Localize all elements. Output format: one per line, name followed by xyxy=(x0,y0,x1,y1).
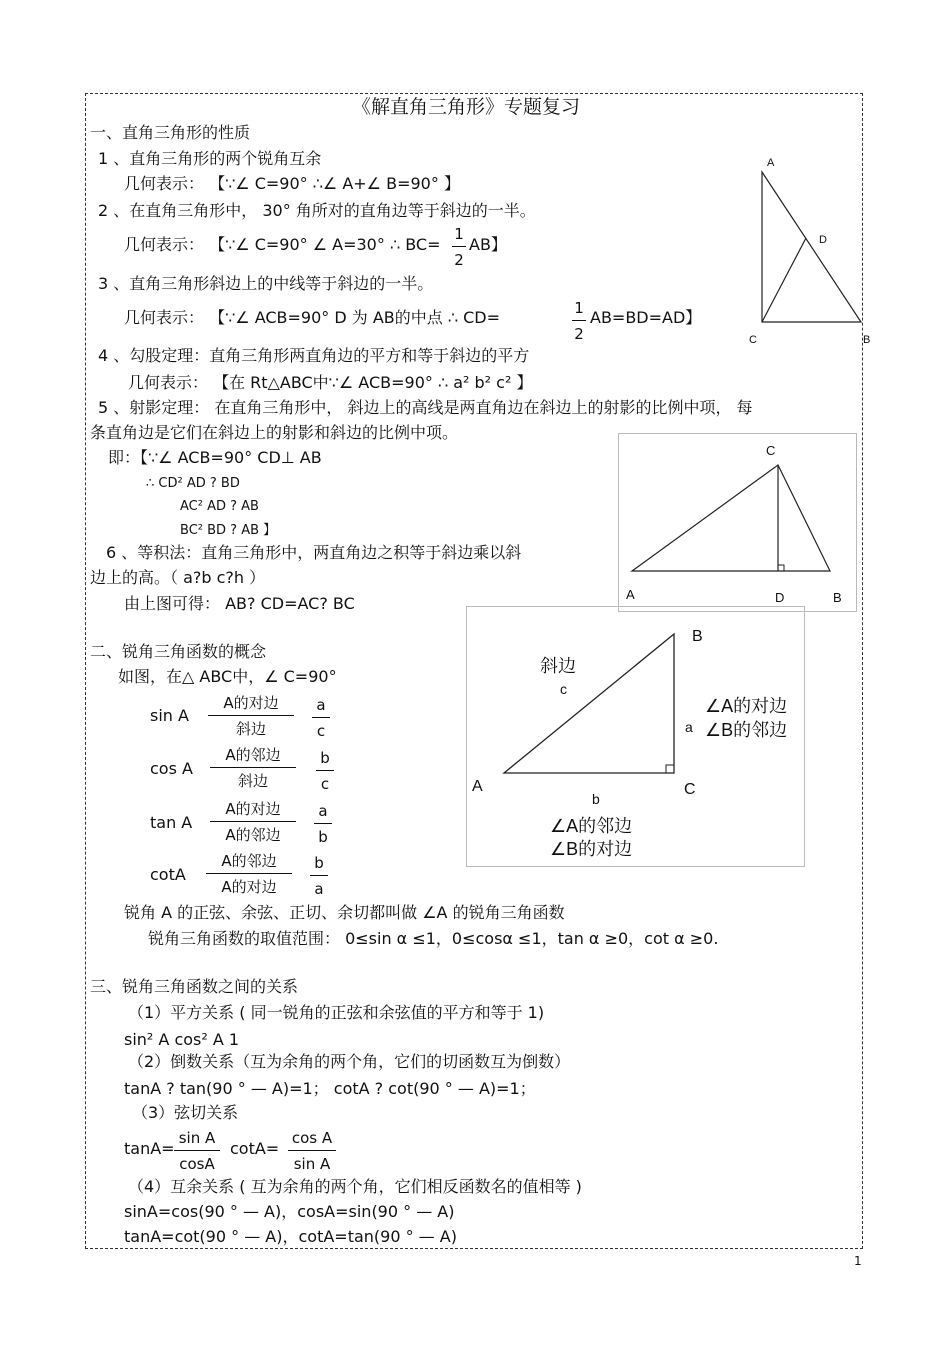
relation-2: （2）倒数关系（互为余角的两个角，它们的切函数互为倒数） xyxy=(128,1052,571,1071)
relation-4-eq1: sinA=cos(90 ° — A)，cosA=sin(90 ° — A) xyxy=(124,1202,455,1221)
trig-definition-note: 锐角 A 的正弦、余弦、正切、余切都叫做 ∠A 的锐角三角函数 xyxy=(124,903,565,922)
relation-3-tan: tanA= xyxy=(124,1139,175,1158)
property-2-geometry: 几何表示： 【∵∠ C=90° ∠ A=30° ∴ BC= xyxy=(124,235,441,254)
fig3-bottom-note-2: ∠B的对边 xyxy=(550,839,633,859)
property-3-fraction: $\frac{1}{2}$ xyxy=(572,298,586,344)
tan-letter-fraction: $\frac{a}{b}$ xyxy=(314,801,332,847)
relation-3-cot-fraction: $\frac{\text{cos A}}{\text{sin A}}$ xyxy=(288,1128,336,1174)
relation-3-cot: cotA= xyxy=(230,1139,280,1158)
relation-3: （3）弦切关系 xyxy=(132,1103,239,1122)
cos-label: cos A xyxy=(150,759,193,778)
relation-4-eq2: tanA=cot(90 ° — A)，cotA=tan(90 ° — A) xyxy=(124,1227,457,1246)
right-angle-mark-c xyxy=(666,765,674,773)
triangle-abc-2 xyxy=(632,465,830,571)
fig1-label-d: D xyxy=(819,234,827,246)
fig3-right-note-1: ∠A的对边 xyxy=(705,696,788,716)
right-angle-mark-d xyxy=(778,565,784,571)
property-1-geometry: 几何表示： 【∵∠ C=90° ∴∠ A+∠ B=90° 】 xyxy=(124,174,460,193)
fig3-hypotenuse-word: 斜边 xyxy=(540,656,576,676)
cos-word-fraction: A的邻边 斜边 xyxy=(210,745,296,791)
property-5-given: 即：【∵∠ ACB=90° CD⊥ AB xyxy=(108,448,322,467)
fig3-bottom-note-1: ∠A的邻边 xyxy=(550,816,633,836)
cot-word-fraction: A的邻边 A的对边 xyxy=(206,851,292,897)
cot-label: cotA xyxy=(150,865,186,884)
fig3-label-a: A xyxy=(472,778,483,795)
trig-range-note: 锐角三角函数的取值范围： 0≤sin α ≤1，0≤cosα ≤1，tan α ≥0，cot α ≥0. xyxy=(148,929,719,948)
fig2-label-d: D xyxy=(775,590,785,605)
altitude-triangle-figure xyxy=(618,433,860,613)
property-6: 6 、等积法：直角三角形中，两直角边之积等于斜边乘以斜 xyxy=(106,543,522,562)
section-1-heading: 一、直角三角形的性质 xyxy=(90,123,251,142)
cos-letter-fraction: $\frac{b}{c}$ xyxy=(316,748,334,794)
fig3-side-b: b xyxy=(592,791,600,807)
fig1-label-a: A xyxy=(767,157,775,169)
section-2-heading: 二、锐角三角函数的概念 xyxy=(90,642,267,661)
relation-4: （4）互余关系 ( 互为余角的两个角，它们相反函数名的值相等 ) xyxy=(128,1177,582,1196)
property-5-eq1: ∴ CD² AD ? BD xyxy=(146,476,240,491)
fig3-right-note-2: ∠B的邻边 xyxy=(705,720,788,740)
property-3-geometry: 几何表示： 【∵∠ ACB=90° D 为 AB的中点 ∴ CD= xyxy=(124,308,501,327)
property-6-result: 由上图可得： AB? CD=AC? BC xyxy=(124,594,355,613)
cot-letter-fraction: $\frac{b}{a}$ xyxy=(310,853,328,899)
property-5-eq3: BC² BD ? AB 】 xyxy=(180,523,277,538)
median-triangle-figure xyxy=(740,150,880,360)
page-number: 1 xyxy=(854,1254,862,1268)
sin-label: sin A xyxy=(150,706,189,725)
relation-3-tan-fraction: $\frac{\text{sin A}}{\cos A}$ xyxy=(174,1128,220,1174)
property-3-geometry-end: AB=BD=AD】 xyxy=(590,308,702,327)
fig2-border xyxy=(619,434,857,612)
property-6-cont: 边上的高。（ a?b c?h ） xyxy=(90,568,266,587)
property-5: 5 、射影定理： 在直角三角形中， 斜边上的高线是两直角边在斜边上的射影的比例中项， 每 xyxy=(98,398,753,417)
tan-word-fraction: A的对边 A的邻边 xyxy=(210,799,296,845)
fig1-label-b: B xyxy=(863,334,871,346)
relation-2-eq: tanA ? tan(90 ° — A)=1； cotA ? cot(90 ° — A)=1； xyxy=(124,1079,536,1098)
fig3-side-a: a xyxy=(685,719,693,735)
median-cd xyxy=(762,238,806,322)
section-3-heading: 三、锐角三角函数之间的关系 xyxy=(90,977,299,996)
triangle-abc-3 xyxy=(504,634,674,773)
fig3-label-b: B xyxy=(692,628,703,645)
fig2-label-b: B xyxy=(833,590,842,605)
fig2-label-c: C xyxy=(766,443,776,458)
relation-1-eq: sin² A cos² A 1 xyxy=(124,1030,240,1049)
property-5-eq2: AC² AD ? AB xyxy=(180,499,259,514)
property-3: 3 、直角三角形斜边上的中线等于斜边的一半。 xyxy=(98,274,434,293)
fig3-side-c: c xyxy=(560,681,567,697)
fig1-label-c: C xyxy=(749,334,757,346)
property-4-geometry: 几何表示： 【在 Rt△ABC中∵∠ ACB=90° ∴ a² b² c² 】 xyxy=(128,373,533,392)
fig2-label-a: A xyxy=(626,587,635,602)
triangle-abc xyxy=(762,172,861,322)
property-2-fraction: $\frac{1}{2}$ xyxy=(452,224,466,270)
fig3-label-c: C xyxy=(684,781,696,798)
property-1: 1 、直角三角形的两个锐角互余 xyxy=(98,149,322,168)
property-2-geometry-end: AB】 xyxy=(469,235,507,254)
section-2-intro: 如图，在△ ABC中，∠ C=90° xyxy=(118,667,337,686)
relation-1: （1）平方关系 ( 同一锐角的正弦和余弦值的平方和等于 1) xyxy=(128,1003,545,1022)
property-5-cont: 条直角边是它们在斜边上的射影和斜边的比例中项。 xyxy=(90,423,459,442)
property-2: 2 、在直角三角形中， 30° 角所对的直角边等于斜边的一半。 xyxy=(98,201,536,220)
sin-letter-fraction: $\frac{a}{c}$ xyxy=(312,695,330,741)
sin-word-fraction: A的对边 斜边 xyxy=(208,693,294,739)
page-title: 《解直角三角形》专题复习 xyxy=(352,96,581,118)
tan-label: tan A xyxy=(150,813,193,832)
property-4: 4 、勾股定理：直角三角形两直角边的平方和等于斜边的平方 xyxy=(98,346,530,365)
